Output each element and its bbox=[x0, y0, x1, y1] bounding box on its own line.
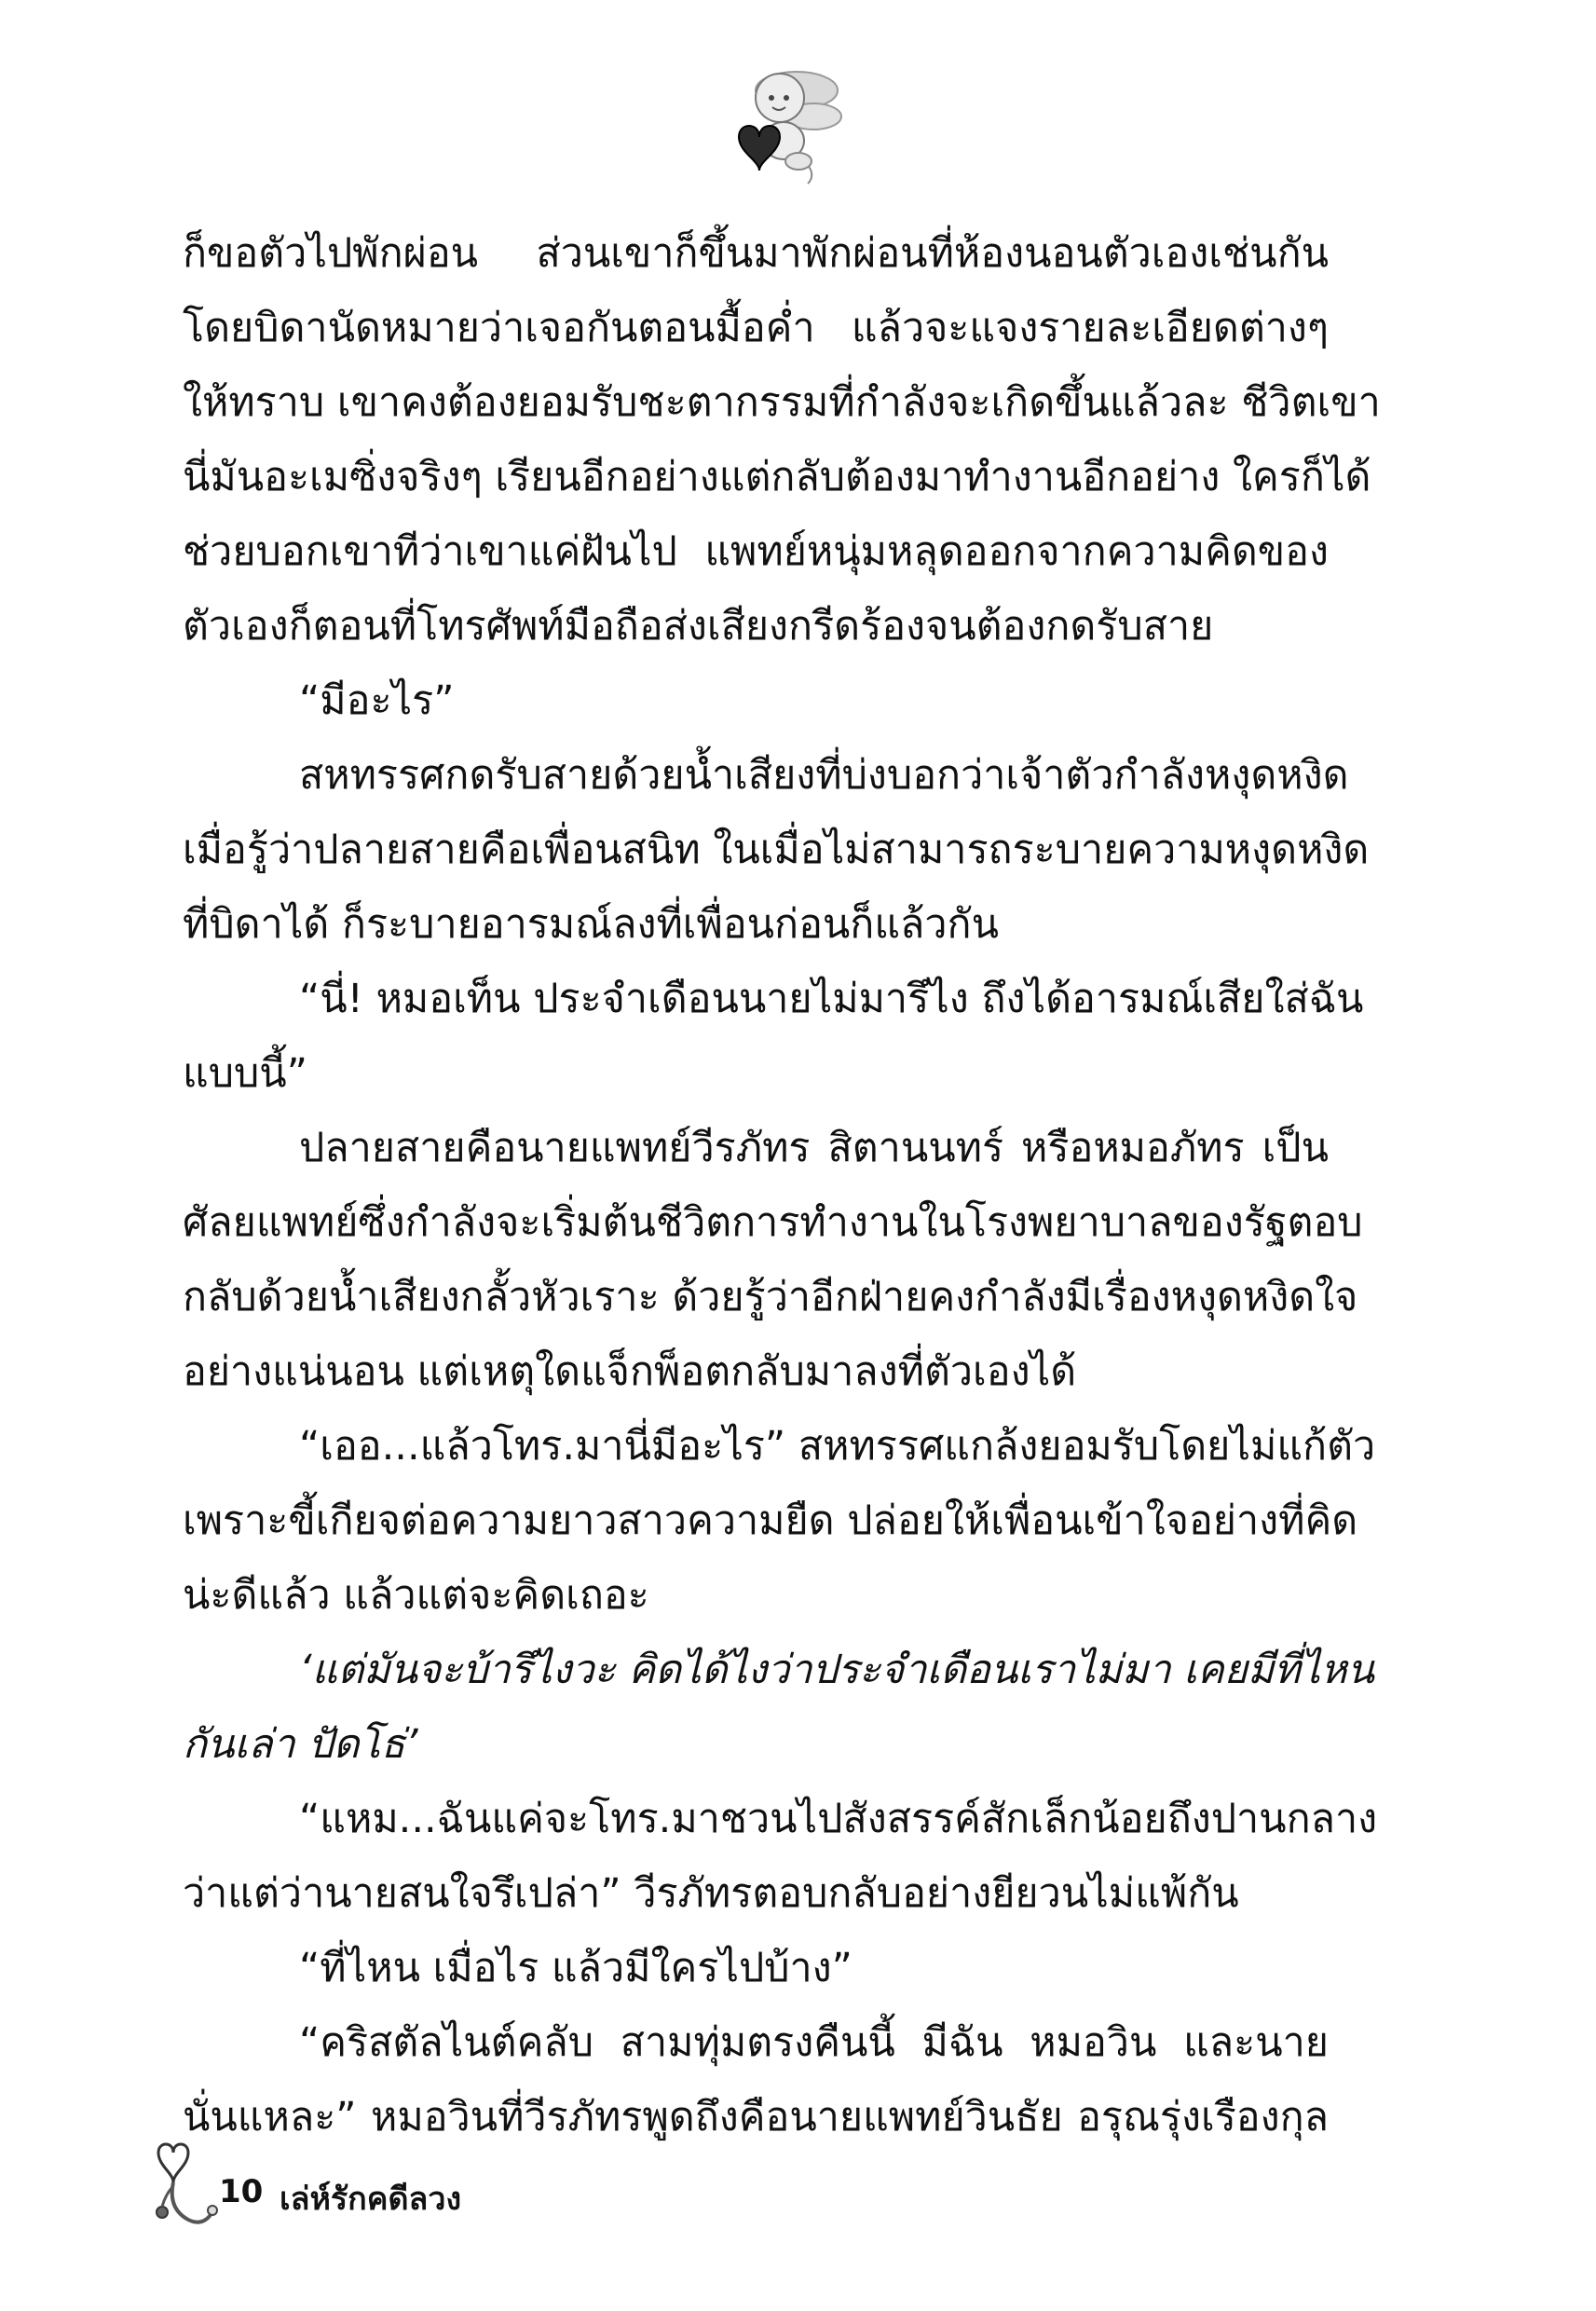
text-line: นั่นแหละ” หมอวินที่วีรภัทรพูดถึงคือนายแพทย์วินธัย อรุณรุ่งเรืองกุล bbox=[183, 2094, 1329, 2140]
stethoscope-heart-icon bbox=[130, 2134, 224, 2236]
book-title: เล่ห์รักคดีลวง bbox=[280, 2181, 462, 2218]
text-line: กันเล่า ปัดโธ่’ bbox=[183, 1721, 418, 1768]
text-line: “นี่! หมอเท็น ประจำเดือนนายไม่มารึไง ถึงได้อารมณ์เสียใส่ฉัน bbox=[299, 976, 1364, 1022]
text-line: ให้ทราบ เขาคงต้องยอมรับชะตากรรมที่กำลังจะเกิดขึ้นแล้วละ ชีวิตเขา bbox=[183, 379, 1381, 426]
text-line: โดยบิดานัดหมายว่าเจอกันตอนมื้อค่ำ แล้วจะแจงรายละเอียดต่างๆ bbox=[183, 305, 1329, 351]
page-number: 10 bbox=[219, 2173, 264, 2210]
text-line: แบบนี้” bbox=[183, 1050, 307, 1097]
text-line: “คริสตัลไนต์คลับ สามทุ่มตรงคืนนี้ มีฉัน หมอวิน และนาย bbox=[299, 2019, 1329, 2066]
text-line: ช่วยบอกเขาทีว่าเขาแค่ฝันไป แพทย์หนุ่มหลุดออกจากความคิดของ bbox=[183, 528, 1329, 575]
text-line: “แหม...ฉันแค่จะโทร.มาชวนไปสังสรรค์สักเล็กน้อยถึงปานกลาง bbox=[299, 1796, 1378, 1842]
text-line: ว่าแต่ว่านายสนใจรึเปล่า” วีรภัทรตอบกลับอย่างยียวนไม่แพ้กัน bbox=[183, 1870, 1239, 1917]
text-line: ปลายสายคือนายแพทย์วีรภัทร สิตานนทร์ หรือหมอภัทร เป็น bbox=[299, 1125, 1329, 1171]
text-line: “เออ...แล้วโทร.มานี่มีอะไร” สหทรรศแกล้งยอมรับโดยไม่แก้ตัว bbox=[299, 1423, 1376, 1470]
text-line: เพราะขี้เกียจต่อความยาวสาวความยืด ปล่อยให้เพื่อนเข้าใจอย่างที่คิด bbox=[183, 1497, 1358, 1544]
page-footer bbox=[130, 2134, 689, 2236]
text-line: “มีอะไร” bbox=[299, 677, 455, 724]
text-line: ศัลยแพทย์ซึ่งกำลังจะเริ่มต้นชีวิตการทำงานในโรงพยาบาลของรัฐตอบ bbox=[183, 1199, 1363, 1246]
cupid-holding-heart-icon bbox=[694, 51, 853, 191]
text-line: ที่บิดาได้ ก็ระบายอารมณ์ลงที่เพื่อนก่อนก็แล้วกัน bbox=[183, 901, 999, 948]
text-line: น่ะดีแล้ว แล้วแต่จะคิดเถอะ bbox=[183, 1572, 649, 1619]
text-line: ก็ขอตัวไปพักผ่อน ส่วนเขาก็ขึ้นมาพักผ่อนที่ห้องนอนตัวเองเช่นกัน bbox=[183, 230, 1329, 277]
text-line: “ที่ไหน เมื่อไร แล้วมีใครไปบ้าง” bbox=[299, 1945, 853, 1991]
text-line: ตัวเองก็ตอนที่โทรศัพท์มือถือส่งเสียงกรีดร้องจนต้องกดรับสาย bbox=[183, 603, 1214, 650]
text-line: กลับด้วยน้ำเสียงกลั้วหัวเราะ ด้วยรู้ว่าอีกฝ่ายคงกำลังมีเรื่องหงุดหงิดใจ bbox=[183, 1274, 1358, 1320]
text-line: อย่างแน่นอน แต่เหตุใดแจ็กพ็อตกลับมาลงที่ตัวเองได้ bbox=[183, 1348, 1077, 1395]
text-line: นี่มันอะเมซิ่งจริงๆ เรียนอีกอย่างแต่กลับต้องมาทำงานอีกอย่าง ใครก็ได้ bbox=[183, 454, 1371, 500]
text-line: สหทรรศกดรับสายด้วยน้ำเสียงที่บ่งบอกว่าเจ้าตัวกำลังหงุดหงิด bbox=[299, 752, 1349, 799]
text-line: ‘แต่มันจะบ้ารึไงวะ คิดได้ไงว่าประจำเดือนเราไม่มา เคยมีที่ไหน bbox=[299, 1647, 1375, 1693]
text-line: เมื่อรู้ว่าปลายสายคือเพื่อนสนิท ในเมื่อไม่สามารถระบายความหงุดหงิด bbox=[183, 827, 1370, 873]
